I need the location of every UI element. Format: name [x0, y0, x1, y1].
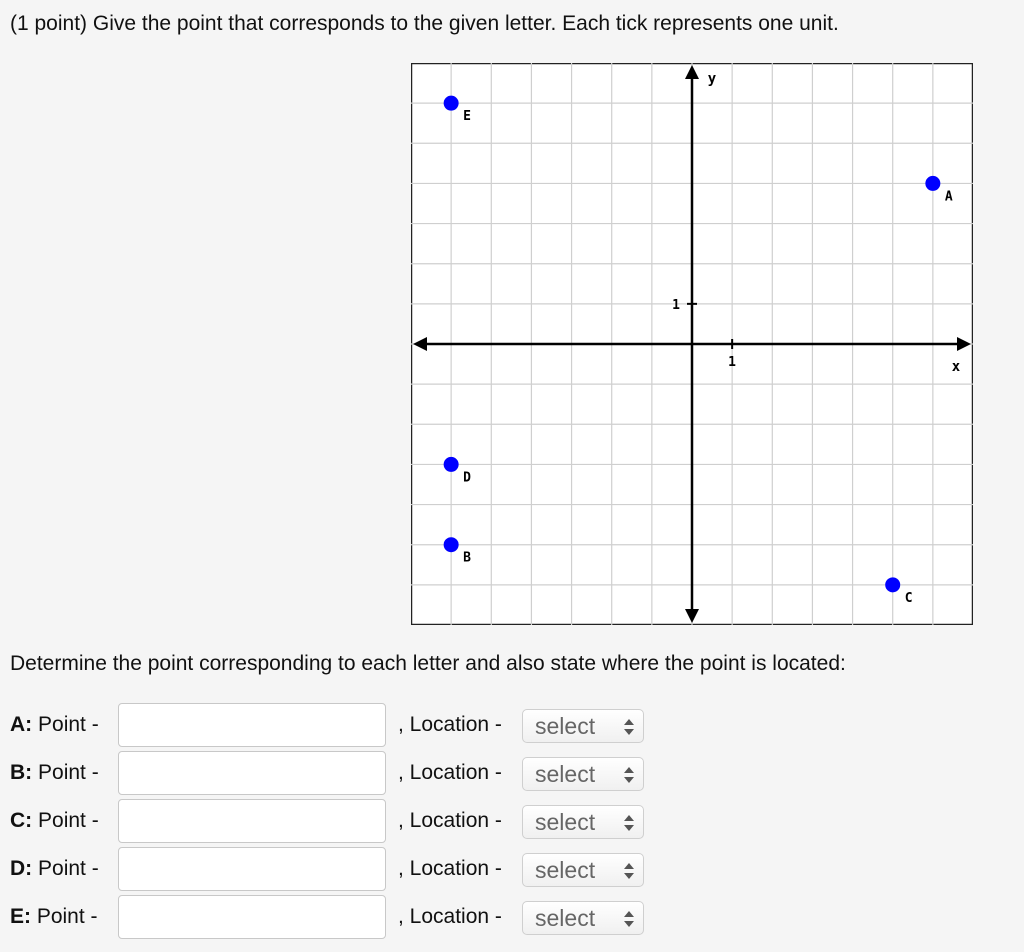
point-e-input[interactable]	[118, 895, 386, 939]
select-arrows-icon	[623, 861, 635, 881]
point-c-marker	[885, 577, 900, 592]
instruction-text: Determine the point corresponding to each letter and also state where the point is located:	[10, 652, 846, 675]
point-label: Point -	[32, 713, 99, 736]
x-tick-label: 1	[728, 355, 736, 370]
graph-canvas	[411, 63, 973, 625]
point-d-input[interactable]	[118, 847, 386, 891]
point-e-label: E	[463, 109, 471, 125]
point-c-label: C	[904, 590, 913, 606]
point-c-input[interactable]	[118, 799, 386, 843]
point-a-input[interactable]	[118, 703, 386, 747]
location-d-select[interactable]	[522, 853, 644, 887]
row-label	[10, 701, 99, 749]
select-value: select	[535, 712, 596, 739]
location-label: , Location -	[398, 905, 502, 928]
point-d-marker	[444, 457, 459, 472]
point-d-label: D	[463, 470, 471, 486]
select-value: select	[535, 808, 596, 835]
location-label: , Location -	[398, 761, 502, 784]
location-e-select[interactable]	[522, 901, 644, 935]
y-tick-label: 1	[672, 298, 680, 313]
problem-text: (1 point) Give the point that corresponds to the given letter. Each tick represents one unit.	[10, 12, 839, 35]
row-letter: D:	[10, 857, 33, 880]
coordinate-graph	[411, 63, 973, 625]
row-letter: A:	[10, 713, 33, 736]
select-arrows-icon	[623, 909, 635, 929]
row-label	[10, 797, 99, 845]
select-value: select	[535, 760, 596, 787]
point-b-marker	[444, 537, 459, 552]
point-label: Point -	[31, 905, 98, 928]
answer-row-d	[10, 845, 1010, 893]
point-b-input[interactable]	[118, 751, 386, 795]
answer-row-b	[10, 749, 1010, 797]
location-b-select[interactable]	[522, 757, 644, 791]
select-arrows-icon	[623, 717, 635, 737]
location-label: , Location -	[398, 857, 502, 880]
location-label: , Location -	[398, 809, 502, 832]
y-axis-label: y	[707, 71, 717, 87]
answer-row-c	[10, 797, 1010, 845]
select-value: select	[535, 856, 596, 883]
row-label	[10, 893, 98, 941]
point-label: Point -	[32, 809, 99, 832]
row-letter: B:	[10, 761, 33, 784]
point-label: Point -	[32, 857, 99, 880]
row-letter: C:	[10, 809, 33, 832]
location-a-select[interactable]	[522, 709, 644, 743]
x-axis-label: x	[951, 359, 961, 375]
location-c-select[interactable]	[522, 805, 644, 839]
select-value: select	[535, 904, 596, 931]
row-label	[10, 845, 99, 893]
row-letter: E:	[10, 905, 31, 928]
point-a-label: A	[944, 189, 953, 205]
select-arrows-icon	[623, 813, 635, 833]
row-label	[10, 749, 99, 797]
answer-row-e	[10, 893, 1010, 941]
point-label: Point -	[32, 761, 99, 784]
point-b-label: B	[463, 550, 471, 566]
location-label: , Location -	[398, 713, 502, 736]
select-arrows-icon	[623, 765, 635, 785]
point-e-marker	[444, 96, 459, 111]
answer-row-a	[10, 701, 1010, 749]
point-a-marker	[925, 176, 940, 191]
